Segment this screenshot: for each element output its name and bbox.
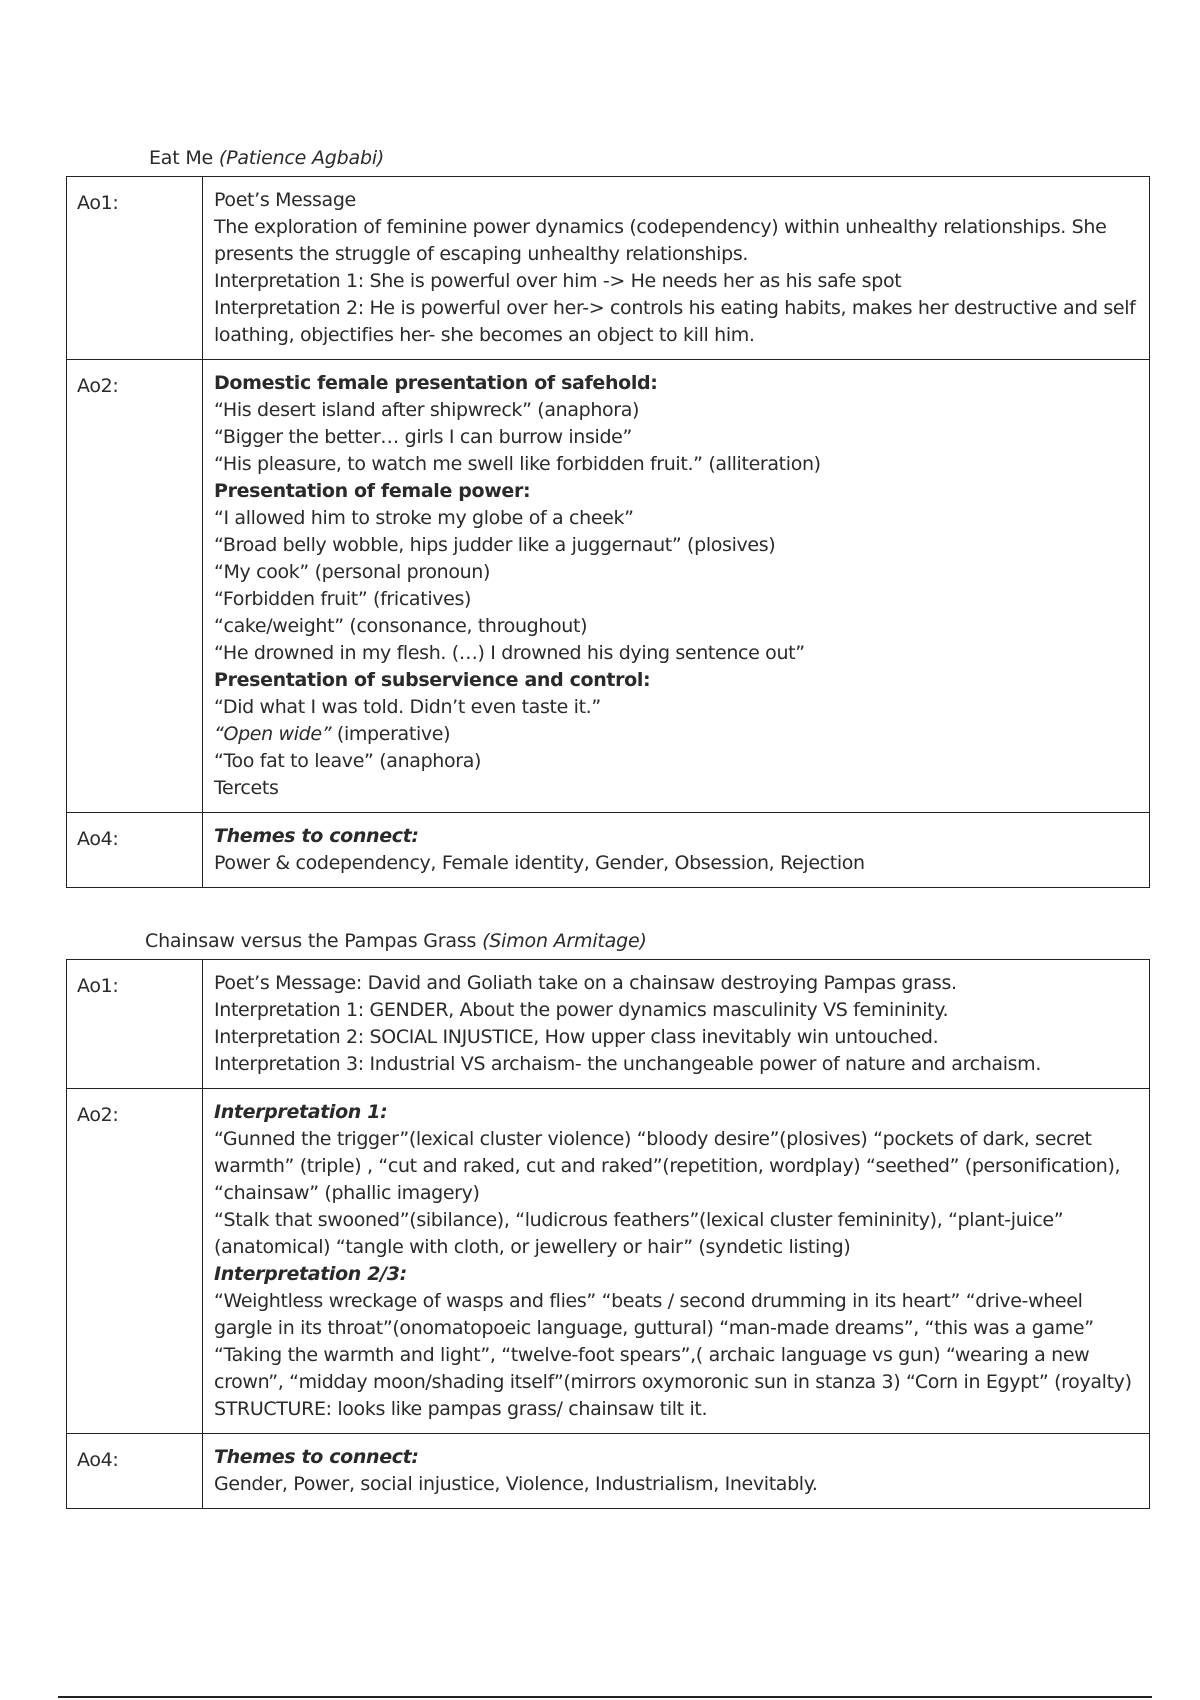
quote-line: “He drowned in my flesh. (…) I drowned his dying sentence out” [214, 642, 805, 664]
quote-line: “cake/weight” (consonance, throughout) [214, 615, 588, 637]
ao1-row [67, 177, 1150, 360]
quote-italic: “Open wide” [214, 723, 332, 745]
quote-line: “His desert island after shipwreck” (anaphora) [214, 399, 640, 421]
ao4-row [67, 1434, 1150, 1509]
ao1-content [203, 960, 1150, 1089]
poem-title-text: Eat Me [149, 147, 219, 169]
ao1-row [67, 960, 1150, 1089]
themes-heading: Themes to connect: [214, 1446, 419, 1468]
analysis-table-eat-me [66, 176, 1150, 888]
quote-paragraph: “Gunned the trigger”(lexical cluster violence) “bloody desire”(plosives) “pockets of dark, secret warmth” (triple) , “cut and raked, cut and raked”(repetition, wordplay) “seethed” (personification), “chainsaw” (phallic imagery) [214, 1128, 1121, 1204]
ao1-label: Ao1: [67, 960, 203, 1089]
ao2-content [203, 360, 1150, 813]
interpretation-3: Interpretation 3: Industrial VS archaism- the unchangeable power of nature and archaism. [214, 1053, 1042, 1075]
quote-paragraph: “Weightless wreckage of wasps and flies” “beats / second drumming in its heart” “drive-wheel gargle in its throat”(onomatopoeic language, guttural) “man-made dreams”, “this was a game” “Taking the warmth and light”, “twelve-foot spears”,( archaic language vs gun) “wearing a new crown”, “midday moon/shading itself”(mirrors oxymoronic sun in stanza 3) “Corn in Egypt” (royalty) [214, 1290, 1132, 1393]
poem-title-text: Chainsaw versus the Pampas Grass [145, 930, 483, 952]
quote-line: “Did what I was told. Didn’t even taste it.” [214, 696, 601, 718]
section-heading: Domestic female presentation of safehold: [214, 372, 658, 394]
poets-message-text: Poet’s Message: David and Goliath take on a chainsaw destroying Pampas grass. [214, 972, 957, 994]
poem-title-eat-me [149, 146, 384, 170]
quote-line: “Bigger the better… girls I can burrow inside” [214, 426, 632, 448]
ao1-label: Ao1: [67, 177, 203, 360]
poem-title-chainsaw [145, 929, 647, 953]
quote-line: “I allowed him to stroke my globe of a cheek” [214, 507, 634, 529]
poet-name: (Simon Armitage) [482, 930, 647, 952]
section-heading: Interpretation 2/3: [214, 1263, 407, 1285]
ao4-content [203, 813, 1150, 888]
themes-heading: Themes to connect: [214, 825, 419, 847]
ao1-content [203, 177, 1150, 360]
quote-line: Tercets [214, 777, 279, 799]
section-heading: Interpretation 1: [214, 1101, 388, 1123]
ao2-row [67, 1089, 1150, 1434]
themes-list: Power & codependency, Female identity, Gender, Obsession, Rejection [214, 852, 865, 874]
quote-paragraph: “Stalk that swooned”(sibilance), “ludicrous feathers”(lexical cluster femininity), “plant-juice” (anatomical) “tangle with cloth, or jewellery or hair” (syndetic listing) [214, 1209, 1064, 1258]
ao4-content [203, 1434, 1150, 1509]
poet-name: (Patience Agbabi) [218, 147, 385, 169]
interpretation-2: Interpretation 2: SOCIAL INJUSTICE, How upper class inevitably win untouched. [214, 1026, 939, 1048]
ao4-row [67, 813, 1150, 888]
ao4-label: Ao4: [67, 813, 203, 888]
poets-message-text: The exploration of feminine power dynamics (codependency) within unhealthy relationships. She presents the struggle of escaping unhealthy relationships. [214, 216, 1107, 265]
ao4-label: Ao4: [67, 1434, 203, 1509]
quote-line: “Forbidden fruit” (fricatives) [214, 588, 472, 610]
ao2-label: Ao2: [67, 1089, 203, 1434]
interpretation-2: Interpretation 2: He is powerful over her-> controls his eating habits, makes her destructive and self loathing, objectifies her- she becomes an object to kill him. [214, 297, 1136, 346]
quote-line: “Broad belly wobble, hips judder like a juggernaut” (plosives) [214, 534, 776, 556]
footer-divider [58, 1696, 1152, 1698]
poets-message-heading: Poet’s Message [214, 189, 356, 211]
interpretation-1: Interpretation 1: GENDER, About the power dynamics masculinity VS femininity. [214, 999, 949, 1021]
interpretation-1: Interpretation 1: She is powerful over him -> He needs her as his safe spot [214, 270, 902, 292]
analysis-table-chainsaw [66, 959, 1150, 1509]
structure-note: STRUCTURE: looks like pampas grass/ chainsaw tilt it. [214, 1398, 708, 1420]
section-heading: Presentation of female power: [214, 480, 531, 502]
quote-line: “Too fat to leave” (anaphora) [214, 750, 482, 772]
quote-line [214, 721, 1141, 748]
quote-note: (imperative) [331, 723, 451, 745]
ao2-row [67, 360, 1150, 813]
quote-line: “My cook” (personal pronoun) [214, 561, 491, 583]
section-heading: Presentation of subservience and control: [214, 669, 651, 691]
quote-line: “His pleasure, to watch me swell like forbidden fruit.” (alliteration) [214, 453, 821, 475]
ao2-content [203, 1089, 1150, 1434]
themes-list: Gender, Power, social injustice, Violence, Industrialism, Inevitably. [214, 1473, 818, 1495]
ao2-label: Ao2: [67, 360, 203, 813]
